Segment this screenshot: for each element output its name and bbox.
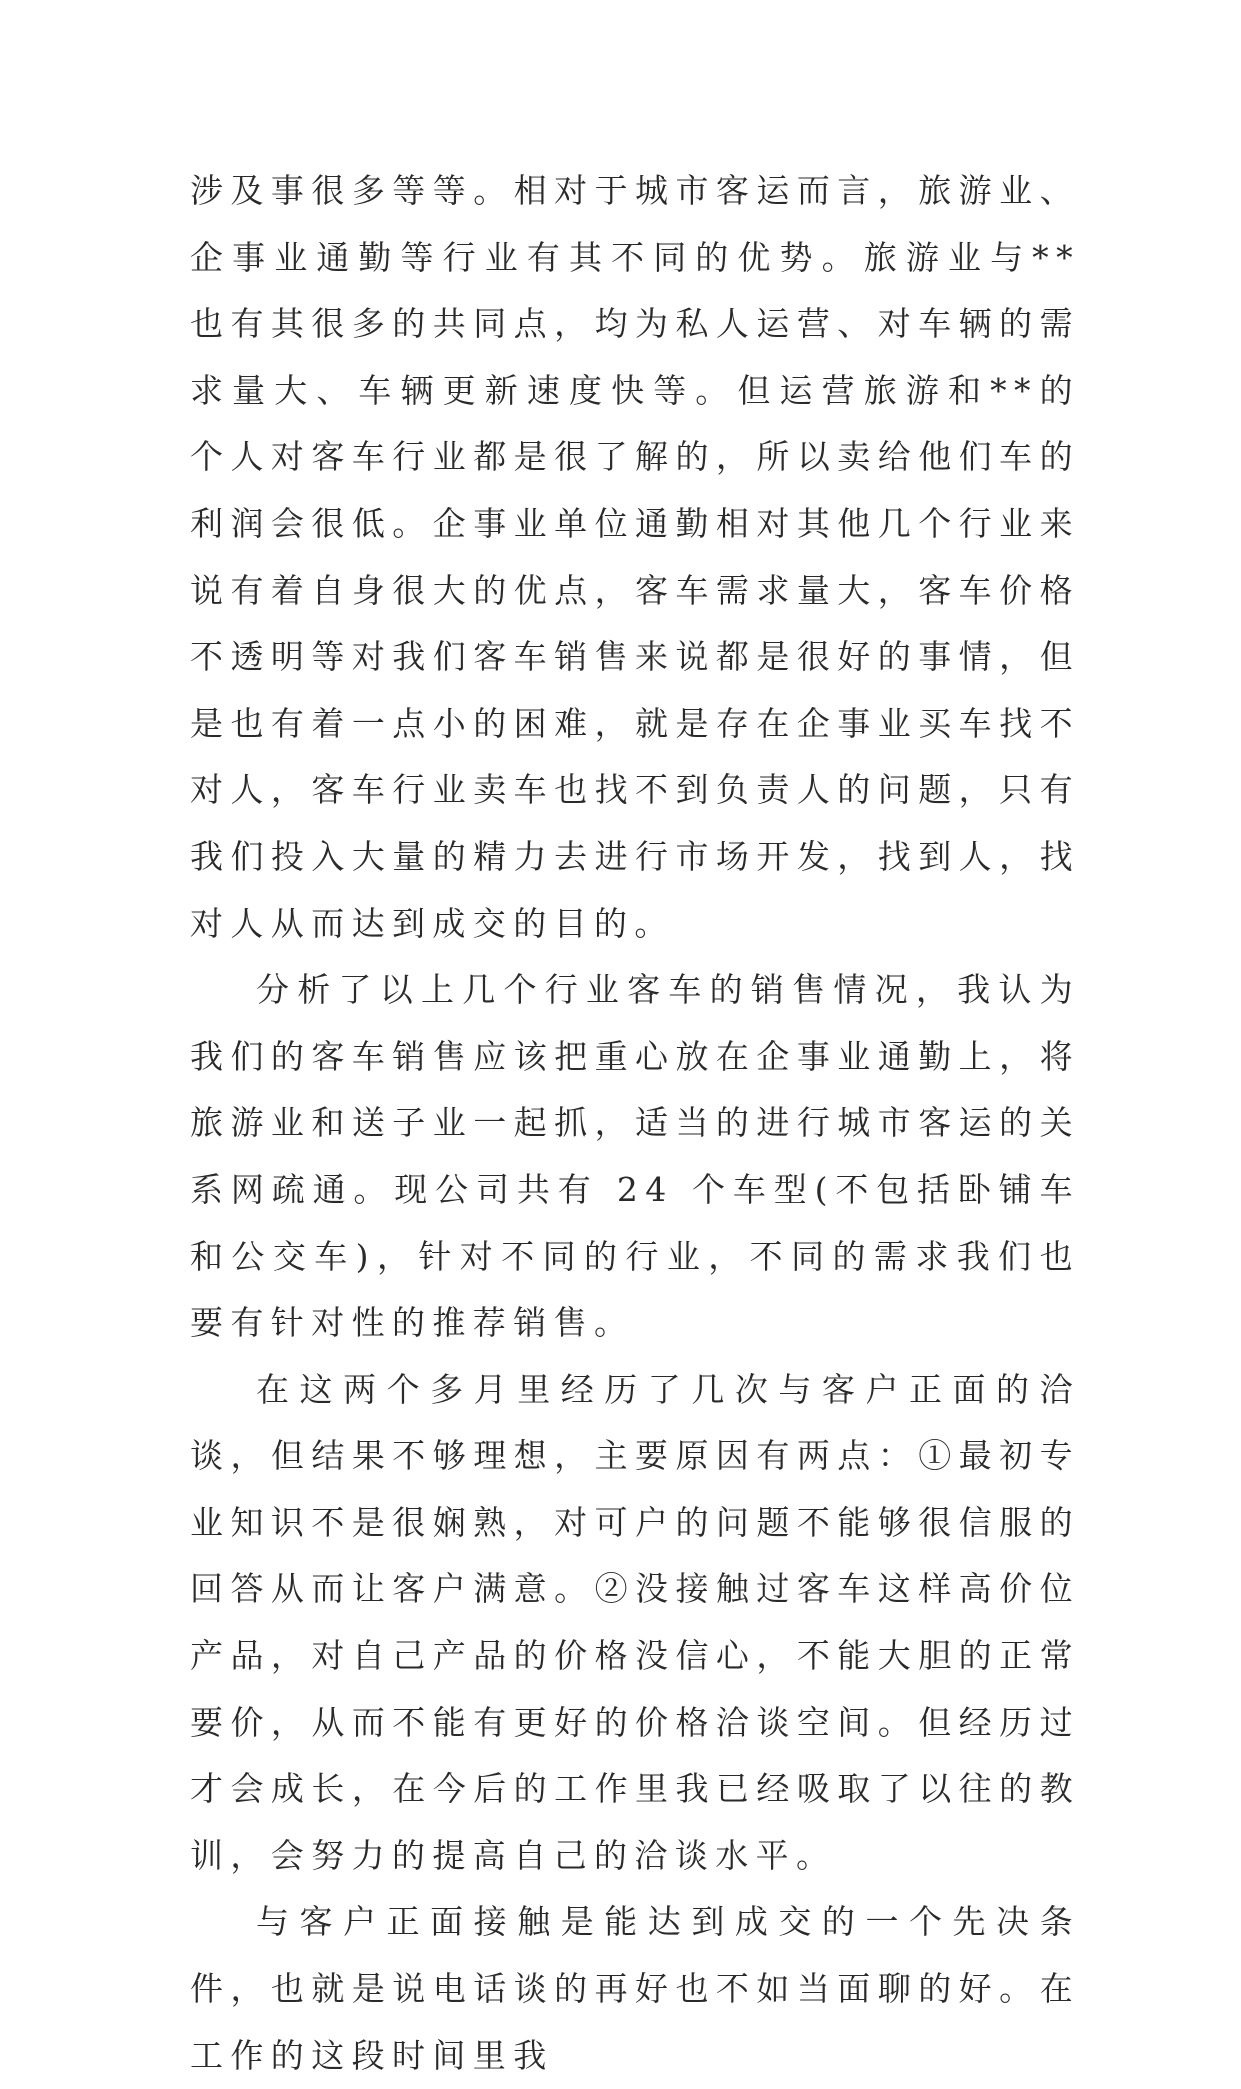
paragraph-analysis: 分析了以上几个行业客车的销售情况，我认为我们的客车销售应该把重心放在企事业通勤上，将旅游业和送子业一起抓，适当的进行城市客运的关系网疏通。现公司共有 24 个车型(不包括卧铺车和公交车)，针对不同的行业，不同的需求我们也要有针对性的推荐销售。: [190, 970, 1080, 1343]
paragraph-negotiation: 在这两个多月里经历了几次与客户正面的洽谈，但结果不够理想，主要原因有两点：①最初专业知识不是很娴熟，对可户的问题不能够很信服的回答从而让客户满意。②没接触过客车这样高价位产品，对自己产品的价格没信心，不能大胆的正常要价，从而不能有更好的价格洽谈空间。但经历过才会成长，在今后的工作里我已经吸取了以往的教训，会努力的提高自己的洽谈水平。: [190, 1369, 1080, 1875]
document-page: [190, 158, 1080, 2089]
paragraph-continued: 涉及事很多等等。相对于城市客运而言，旅游业、企事业通勤等行业有其不同的优势。旅游业与**也有其很多的共同点，均为私人运营、对车辆的需求量大、车辆更新速度快等。但运营旅游和**的个人对客车行业都是很了解的，所以卖给他们车的利润会很低。企事业单位通勤相对其他几个行业来说有着自身很大的优点，客车需求量大，客车价格不透明等对我们客车销售来说都是很好的事情，但是也有着一点小的困难，就是存在企事业买车找不对人，客车行业卖车也找不到负责人的问题，只有我们投入大量的精力去进行市场开发，找到人，找对人从而达到成交的目的。: [190, 171, 1080, 943]
paragraph-contact: 与客户正面接触是能达到成交的一个先决条件，也就是说电话谈的再好也不如当面聊的好。在工作的这段时间里我: [190, 1902, 1080, 2075]
